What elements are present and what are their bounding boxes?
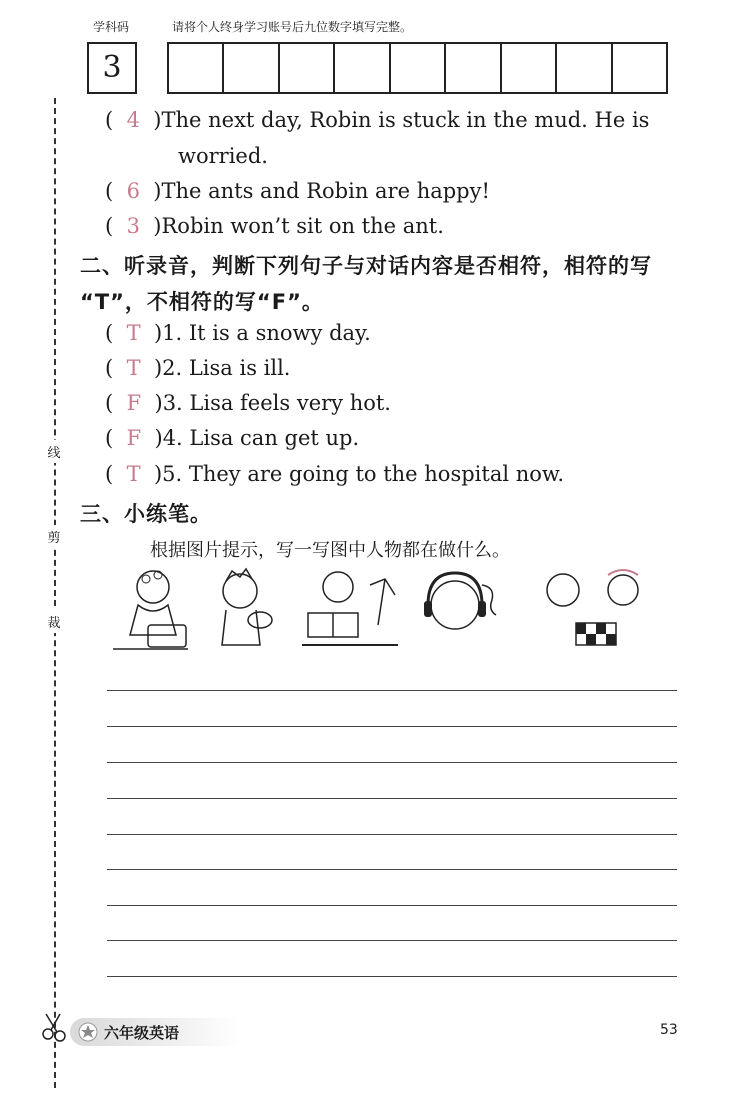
section2-heading: 二、听录音，判断下列句子与对话内容是否相符，相符的写 [80, 254, 652, 278]
item-text: )Robin won’t sit on the ant. [153, 214, 444, 238]
item-text: )4. Lisa can get up. [154, 426, 360, 450]
section3-prompt: 根据图片提示，写一写图中人物都在做什么。 [150, 540, 510, 561]
item-text: )5. They are going to the hospital now. [153, 462, 565, 486]
writing-line[interactable] [107, 940, 677, 941]
section1-item-1-continued: worried. [178, 144, 268, 168]
footer-subject-label: 六年级英语 [104, 1024, 180, 1042]
item-text: )The next day, Robin is stuck in the mud. He is [153, 108, 650, 132]
answer-mark: 6 [126, 179, 140, 203]
digit-box[interactable] [502, 44, 557, 92]
scissors-icon [40, 1012, 70, 1042]
section2-heading-line2: “T”，不相符的写“F”。 [80, 290, 324, 314]
writing-line[interactable] [107, 905, 677, 906]
answer-mark: T [126, 321, 141, 345]
section1-item-2: ( 6 )The ants and Robin are happy! [105, 179, 490, 203]
section2-item: ( F )3. Lisa feels very hot. [105, 391, 391, 415]
item-text: )1. It is a snowy day. [153, 321, 371, 345]
item-text: )2. Lisa is ill. [153, 356, 291, 380]
cut-line-char: 剪 [40, 525, 68, 548]
account-digit-boxes[interactable] [167, 42, 668, 94]
writing-line[interactable] [107, 726, 677, 727]
cut-line-char: 裁 [40, 610, 68, 633]
section2-item: ( T )1. It is a snowy day. [105, 321, 371, 345]
account-instruction: 请将个人终身学习账号后九位数字填写完整。 [172, 20, 413, 34]
section2-item: ( T )2. Lisa is ill. [105, 356, 291, 380]
star-icon [78, 1022, 98, 1042]
section3-heading: 三、小练笔。 [80, 502, 212, 526]
writing-line[interactable] [107, 834, 677, 835]
writing-line[interactable] [107, 762, 677, 763]
section2-item: ( T )5. They are going to the hospital now. [105, 462, 565, 486]
girl-reading-picture [300, 565, 400, 655]
answer-mark: F [126, 426, 142, 450]
subject-code-box: 3 [87, 42, 137, 94]
writing-line[interactable] [107, 690, 677, 691]
item-text: )3. Lisa feels very hot. [154, 391, 391, 415]
answer-mark: 3 [126, 214, 140, 238]
digit-box[interactable] [280, 44, 335, 92]
digit-box[interactable] [391, 44, 446, 92]
page-number: 53 [660, 1022, 678, 1038]
woman-cooking-picture [108, 565, 193, 655]
answer-mark: F [126, 391, 142, 415]
digit-box[interactable] [169, 44, 224, 92]
writing-line[interactable] [107, 869, 677, 870]
girl-listening-music-picture [420, 565, 500, 655]
digit-box[interactable] [224, 44, 279, 92]
answer-mark: 4 [126, 108, 140, 132]
boy-with-dog-picture [212, 565, 277, 655]
digit-box[interactable] [613, 44, 666, 92]
cut-line [54, 98, 56, 1088]
writing-line[interactable] [107, 976, 677, 977]
item-text: )The ants and Robin are happy! [153, 179, 490, 203]
subject-code-label: 学科码 [93, 20, 130, 34]
children-playing-chess-picture [538, 565, 653, 655]
section1-item-3: ( 3 )Robin won’t sit on the ant. [105, 214, 444, 238]
answer-mark: T [126, 462, 141, 486]
writing-line[interactable] [107, 798, 677, 799]
section1-item-1: ( 4 )The next day, Robin is stuck in the mud. He is [105, 108, 650, 132]
answer-mark: T [126, 356, 141, 380]
cut-line-char: 线 [40, 440, 68, 463]
digit-box[interactable] [335, 44, 390, 92]
digit-box[interactable] [557, 44, 612, 92]
section2-item: ( F )4. Lisa can get up. [105, 426, 360, 450]
digit-box[interactable] [446, 44, 501, 92]
